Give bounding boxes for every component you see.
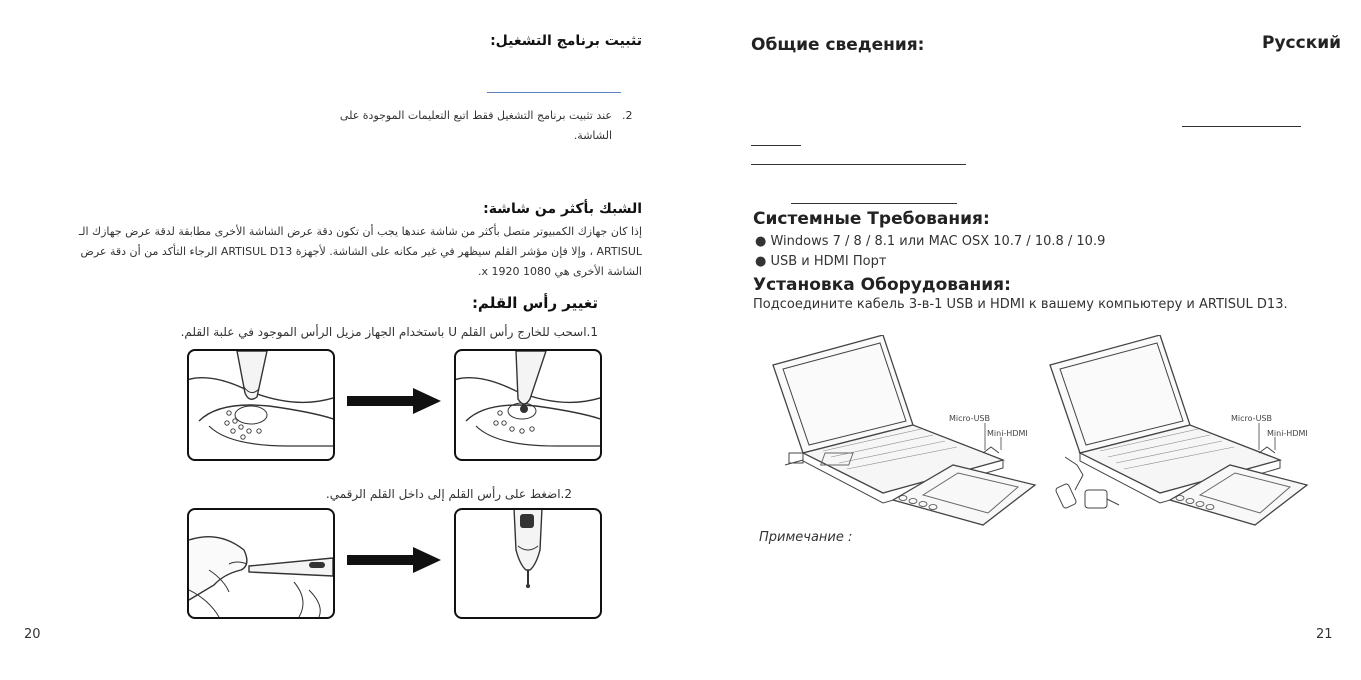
sysreq-item: ● USB и HDMI Порт: [755, 254, 887, 269]
change-nib-title: تغيير رأس القلم:: [471, 294, 598, 312]
mini-hdmi-label: Mini-HDMI: [987, 429, 1028, 438]
multi-screen-title: الشبك بأكثر من شاشة:: [483, 201, 642, 217]
sysreq-item: ● Windows 7 / 8 / 8.1 или MAC OSX 10.7 / 10.8 / 10.9: [755, 234, 1106, 249]
laptop-tablet-connection-illustration: [763, 335, 1045, 530]
install-driver-title: تثبيت برنامج التشغيل:: [490, 33, 642, 49]
page-number-left: 20: [24, 627, 41, 642]
blank-line: [751, 145, 801, 146]
system-requirements-title: Системные Требования:: [753, 209, 990, 229]
nib-removal-after-illustration: [454, 349, 602, 461]
blank-line: [1182, 126, 1301, 127]
blank-line: [751, 164, 966, 165]
step2-text: 2.اضغط على رأس القلم إلى داخل القلم الرقمي.: [325, 487, 572, 501]
arrow-right-icon: [347, 388, 441, 414]
pen-with-nib-illustration: [454, 508, 602, 619]
arrow-right-icon: [347, 547, 441, 573]
micro-usb-label: Micro-USB: [949, 414, 990, 423]
note-label: Примечание :: [759, 530, 853, 545]
install-step2-number: .2: [622, 109, 633, 122]
install-step2-text: عند تثبيت برنامج التشغيل فقط اتبع التعليمات الموجودة على الشاشة.: [339, 109, 612, 142]
general-info-title: Общие сведения:: [751, 35, 925, 55]
micro-usb-label: Micro-USB: [1231, 414, 1272, 423]
step1-text: 1.اسحب للخارج رأس القلم U باستخدام الجهاز مزيل الرأس الموجود في علبة القلم.: [180, 325, 598, 339]
mini-hdmi-label: Mini-HDMI: [1267, 429, 1308, 438]
hardware-setup-title: Установка Оборудования:: [753, 275, 1011, 295]
nib-insert-hand-illustration: [187, 508, 335, 619]
blank-line: [791, 203, 957, 204]
page-number-right: 21: [1316, 627, 1333, 642]
laptop-tablet-adapter-illustration: [1045, 335, 1315, 530]
hardware-setup-text: Подсоедините кабель 3-в-1 USB и HDMI к вашему компьютеру и ARTISUL D13.: [753, 297, 1288, 312]
nib-removal-before-illustration: [187, 349, 335, 461]
multi-screen-line2: ARTISUL ، وإلا فإن مؤشر القلم سيظهر في غير مكانه على الشاشة. لأجهزة ARTISUL D13 الرجاء التأكد من أن دقة عرض: [80, 245, 642, 258]
underline-blue: [487, 92, 621, 93]
language-label: Русский: [1262, 33, 1342, 53]
multi-screen-line1: إذا كان جهازك الكمبيوتر متصل بأكثر من شاشة عندها يجب أن تكون دقة عرض الشاشة الأخرى مطابقة لدقة عرض جهازك الـ: [78, 225, 642, 238]
multi-screen-line3: الشاشة الأخرى هي 1080 x 1920.: [478, 265, 642, 278]
